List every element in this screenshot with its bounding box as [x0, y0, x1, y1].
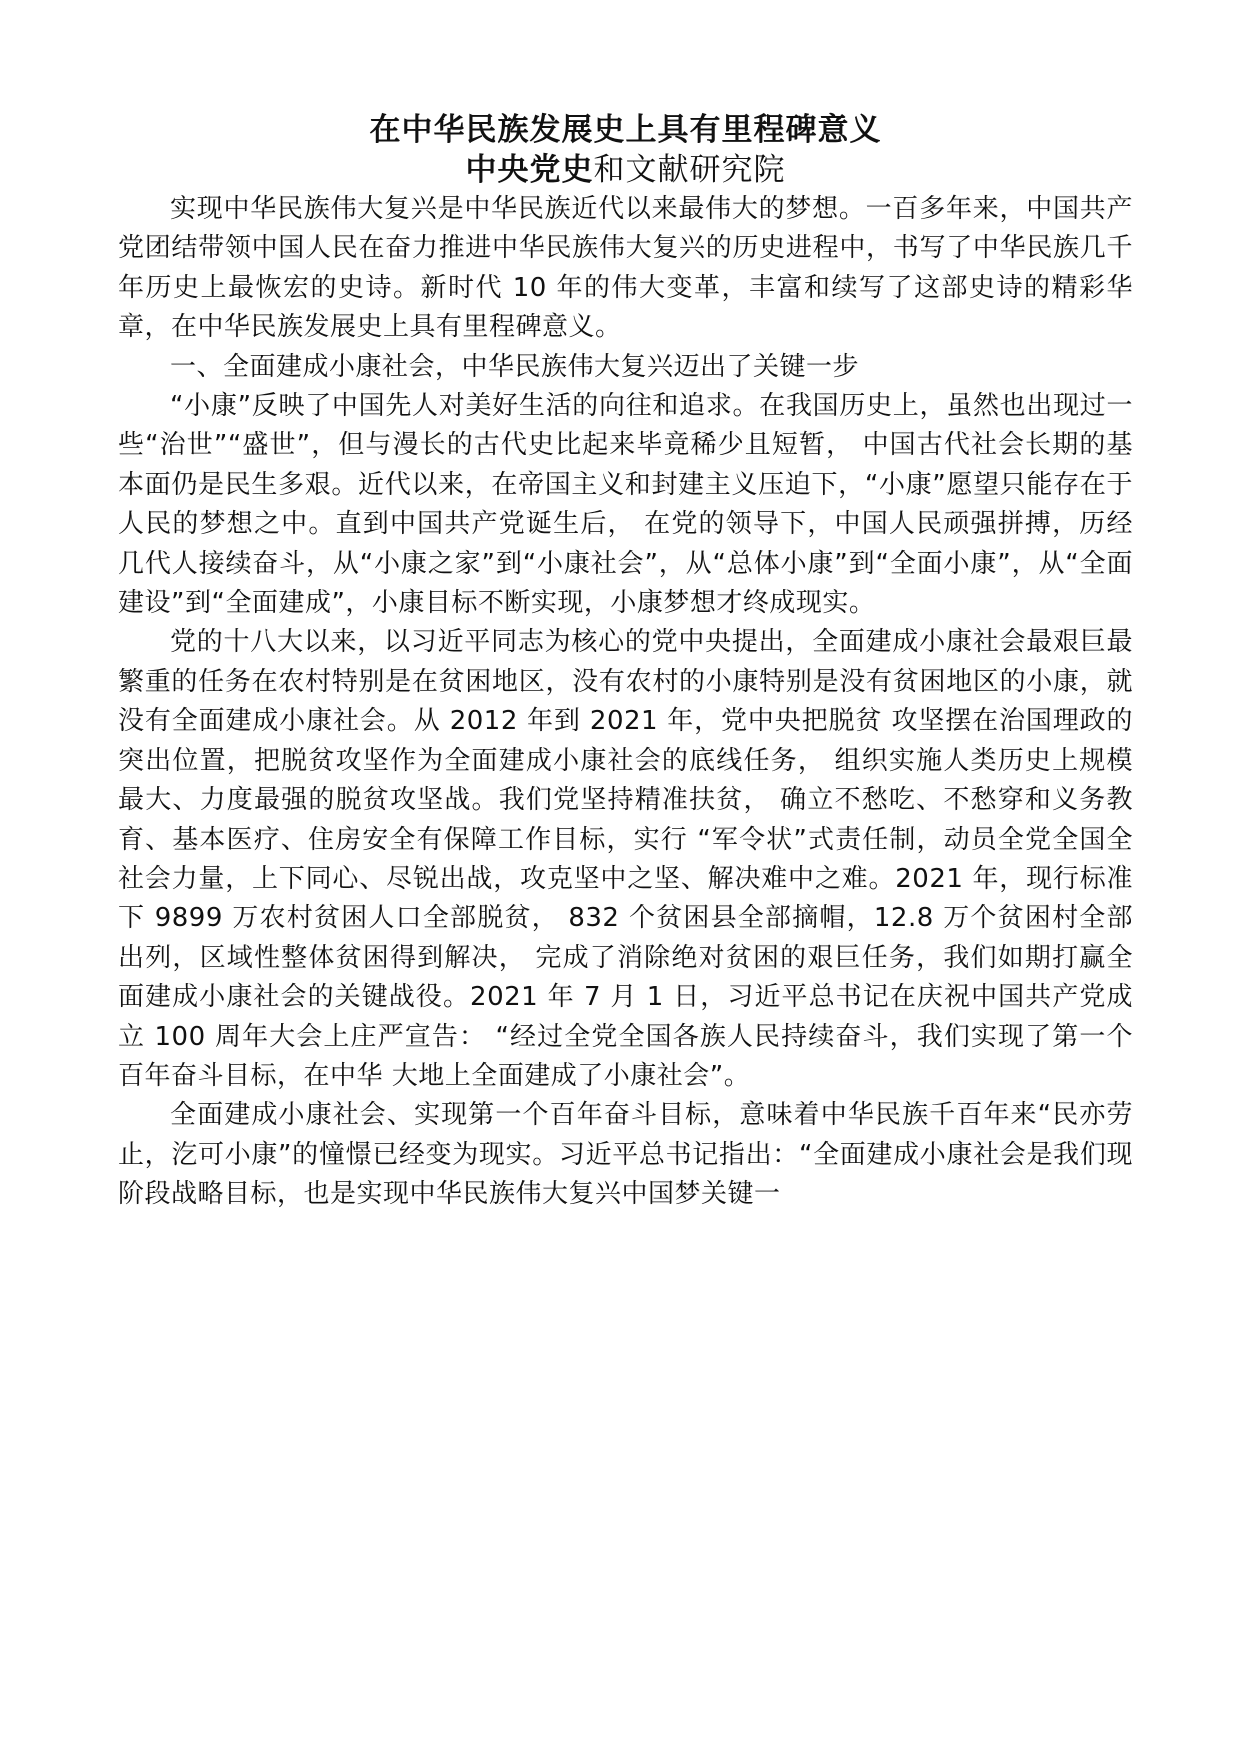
document-page [118, 110, 1133, 1215]
document-title: 在中华民族发展史上具有里程碑意义 [369, 112, 882, 148]
paragraph-intro: 实现中华民族伟大复兴是中华民族近代以来最伟大的梦想。一百多年来，中国共产党团结带领中国人民在奋力推进中华民族伟大复兴的历史进程中，书写了中华民族几千年历史上最恢宏的史诗。新时代 10 年的伟大变革，丰富和续写了这部史诗的精彩华章，在中华民族发展史上具有里程碑意义。 [118, 194, 1133, 343]
author-bold-part: 中央党史 [465, 152, 594, 188]
paragraph-goal-achieved: 全面建成小康社会、实现第一个百年奋斗目标，意味着中华民族千百年来“民亦劳止，汔可小康”的憧憬已经变为现实。习近平总书记指出：“全面建成小康社会是我们现阶段战略目标，也是实现中华民族伟大复兴中国梦关键一 [118, 1100, 1133, 1210]
document-author [118, 150, 1133, 190]
section-heading: 一、全面建成小康社会，中华民族伟大复兴迈出了关键一步 [170, 351, 860, 382]
paragraph-poverty-alleviation: 党的十八大以来，以习近平同志为核心的党中央提出，全面建成小康社会最艰巨最繁重的任务在农村特别是在贫困地区，没有农村的小康特别是没有贫困地区的小康，就没有全面建成小康社会。从 2012 年到 2021 年，党中央把脱贫 攻坚摆在治国理政的突出位置，把脱贫攻坚作为全面建成小康社会的底线任务， 组织实施人类历史上规模最大、力度最强的脱贫攻坚战。我们党坚持精准扶贫， 确立不愁吃、不愁穿和义务教育、基本医疗、住房安全有保障工作目标，实行 “军令状”式责任制，动员全党全国全社会力量，上下同心、尽锐出战，攻克坚中之坚、解决难中之难。2021 年，现行标准下 9899 万农村贫困人口全部脱贫， 832 个贫困县全部摘帽，12.8 万个贫困村全部出列，区域性整体贫困得到解决， 完成了消除绝对贫困的艰巨任务，我们如期打赢全面建成小康社会的关键战役。2021 年 7 月 1 日，习近平总书记在庆祝中国共产党成立 100 周年大会上庄严宣告： “经过全党全国各族人民持续奋斗，我们实现了第一个百年奋斗目标，在中华 大地上全面建成了小康社会”。 [118, 627, 1133, 1091]
author-regular-part: 和文献研究院 [593, 152, 786, 188]
paragraph-xiaokang-history: “小康”反映了中国先人对美好生活的向往和追求。在我国历史上，虽然也出现过一些“治世”“盛世”，但与漫长的古代史比起来毕竟稀少且短暂， 中国古代社会长期的基本面仍是民生多艰。近代以来，在帝国主义和封建主义压迫下，“小康”愿望只能存在于人民的梦想之中。直到中国共产党诞生后， 在党的领导下，中国人民顽强拼搏，历经几代人接续奋斗，从“小康之家”到“小康社会”，从“总体小康”到“全面小康”，从“全面建设”到“全面建成”，小康目标不断实现，小康梦想才终成现实。 [118, 391, 1133, 619]
